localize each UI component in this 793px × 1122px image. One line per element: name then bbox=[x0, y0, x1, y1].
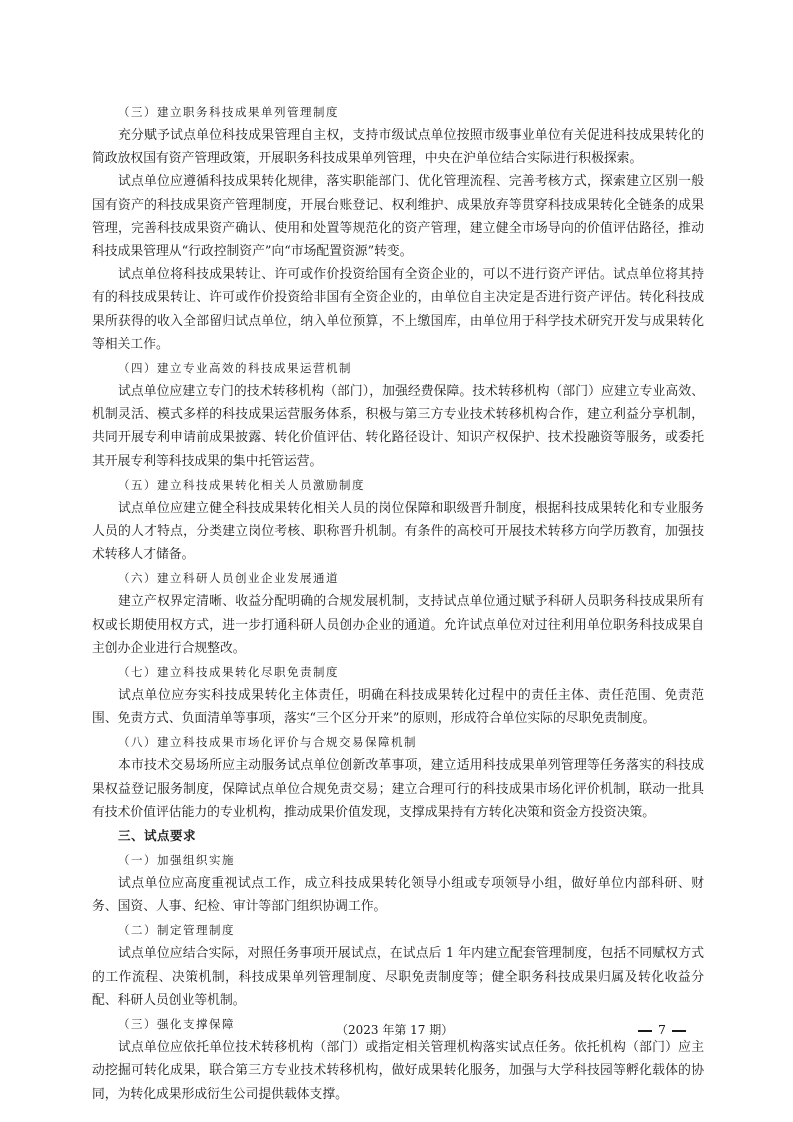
dash-left bbox=[638, 1030, 652, 1032]
paragraph: 试点单位应建立专门的技术转移机构（部门），加强经费保障。技术转移机构（部门）应建立专业高效、机制灵活、模式多样的科技成果运营服务体系，积极与第三方专业技术转移机构合作，建立利益分享机制，共同开展专利申请前成果披露、转化价值评估、转化路径设计、知识产权保护、技术投融资等服务，或委托其开展专利等科技成果的集中托管运营。 bbox=[92, 384, 704, 469]
page-number-value: 7 bbox=[658, 1022, 666, 1037]
paragraph: 试点单位应夯实科技成果转化主体责任，明确在科技成果转化过程中的责任主体、责任范围、免责范围、免责方式、负面清单等事项，落实“三个区分开来”的原则，形成符合单位实际的尽职免责制度。 bbox=[92, 688, 704, 727]
issue-label: （2023 年第 17 期） bbox=[336, 1023, 454, 1037]
section-heading: 三、试点要求 bbox=[118, 828, 197, 844]
paragraph: 试点单位应结合实际，对照任务事项开展试点，在试点后 1 年内建立配套管理制度，包括不同赋权方式的工作流程、决策机制，科技成果单列管理制度、尽职免责制度等；健全职务科技成果归属及转化收益分配、科研人员创业等机制。 bbox=[92, 946, 704, 1008]
section-heading: （六）建立科研人员创业企业发展通道 bbox=[118, 571, 339, 586]
paragraph: 试点单位应高度重视试点工作，成立科技成果转化领导小组或专项领导小组，做好单位内部科研、财务、国资、人事、纪检、审计等部门组织协调工作。 bbox=[92, 876, 704, 915]
section-heading: （四）建立专业高效的科技成果运营机制 bbox=[118, 361, 352, 376]
section-heading: （八）建立科技成果市场化评价与合规交易保障机制 bbox=[118, 735, 417, 750]
paragraph: 试点单位将科技成果转让、许可或作价投资给国有全资企业的，可以不进行资产评估。试点单位将其持有的科技成果转让、许可或作价投资给非国有全资企业的，由单位自主决定是否进行资产评估。转化科技成果所获得的收入全部留归试点单位，纳入单位预算，不上缴国库，由单位用于科学技术研究开发与成果转化等相关工作。 bbox=[92, 267, 704, 352]
paragraph: 充分赋予试点单位科技成果管理自主权，支持市级试点单位按照市级事业单位有关促进科技成果转化的简政放权国有资产管理政策，开展职务科技成果单列管理，中央在沪单位结合实际进行积极探索。 bbox=[92, 128, 704, 167]
dash-right bbox=[672, 1030, 686, 1032]
section-heading: （三）建立职务科技成果单列管理制度 bbox=[118, 105, 339, 119]
section-heading: （三）强化支撑保障 bbox=[118, 1017, 235, 1032]
paragraph: 试点单位应遵循科技成果转化规律，落实职能部门、优化管理流程、完善考核方式，探索建立区别一般国有资产的科技成果资产管理制度，开展台账登记、权利维护、成果放弃等贯穿科技成果转化全链条的成果管理，完善科技成果资产确认、使用和处置等规范化的资产管理，建立健全市场导向的价值评估路径，推动科技成果管理从“行政控制资产”向“市场配置资源”转变。 bbox=[92, 174, 704, 260]
section-heading: （七）建立科技成果转化尽职免责制度 bbox=[118, 665, 339, 680]
document-body bbox=[92, 100, 704, 1106]
paragraph: 建立产权界定清晰、收益分配明确的合规发展机制，支持试点单位通过赋予科研人员职务科技成果所有权或长期使用权方式，进一步打通科研人员创办企业的通道。允许试点单位对过往利用单位职务科技成果自主创办企业进行合规整改。 bbox=[92, 594, 704, 656]
section-heading: （一）加强组织实施 bbox=[118, 853, 235, 868]
section-heading: （五）建立科技成果转化相关人员激励制度 bbox=[118, 477, 365, 492]
page-number bbox=[632, 1020, 692, 1040]
paragraph: 试点单位应建立健全科技成果转化相关人员的岗位保障和职级晋升制度，根据科技成果转化和专业服务人员的人才特点，分类建立岗位考核、职称晋升机制。有条件的高校可开展技术转移方向学历教育，加强技术转移人才储备。 bbox=[92, 500, 704, 563]
section-heading: （二）制定管理制度 bbox=[118, 923, 235, 938]
paragraph: 本市技术交易场所应主动服务试点单位创新改革事项，建立适用科技成果单列管理等任务落实的科技成果权益登记服务制度，保障试点单位合规免责交易；建立合理可行的科技成果市场化评价机制，联动一批具有技术价值评估能力的专业机构，推动成果价值发现，支撑成果持有方转化决策和资金方投资决策。 bbox=[92, 758, 704, 820]
page-footer bbox=[0, 1020, 793, 1044]
paragraph: 试点单位应依托单位技术转移机构（部门）或指定相关管理机构落实试点任务。依托机构（部门）应主动挖掘可转化成果，联合第三方专业技术转移机构，做好成果转化服务，加强与大学科技园等孵化载体的协同，为转化成果形成衍生公司提供载体支撑。 bbox=[92, 1040, 704, 1102]
